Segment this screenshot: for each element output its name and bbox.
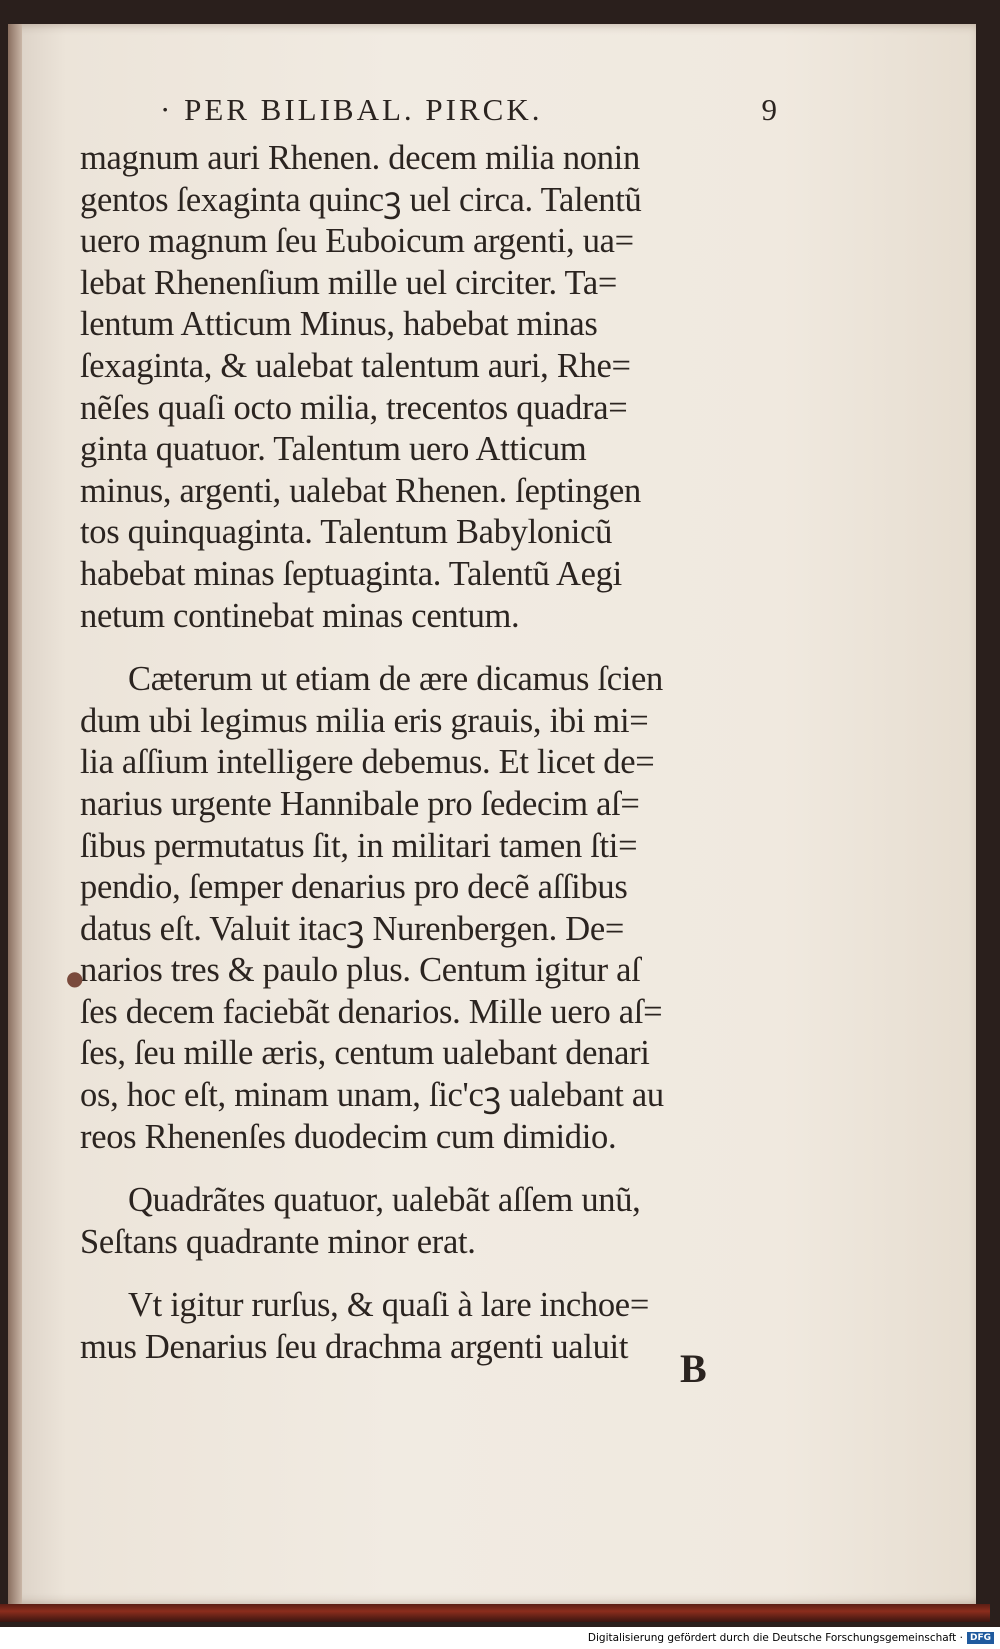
text-line: ſexaginta, & ualebat talentum auri, Rhe= <box>80 346 631 385</box>
paragraph-1 <box>80 138 780 637</box>
text-line: pendio, ſemper denarius pro decẽ aſſibus <box>80 868 628 907</box>
text-line: reos Rhenenſes duodecim cum dimidio. <box>80 1117 617 1156</box>
text-line: tos quinquaginta. Talentum Babylonicũ <box>80 513 613 552</box>
text-line: uero magnum ſeu Euboicum argenti, ua= <box>80 222 634 261</box>
text-line: habebat minas ſeptuaginta. Talentũ Aegi <box>80 554 622 593</box>
text-line: nẽſes quaſi octo milia, trecentos quadra= <box>80 388 628 427</box>
text-line: gentos ſexaginta quincꝫ uel circa. Talentũ <box>80 180 642 219</box>
text-line: datus eſt. Valuit itacꝫ Nurenbergen. De= <box>80 909 625 948</box>
text-line: os, hoc eſt, minam unam, ſic'cꝫ ualebant au <box>80 1076 664 1115</box>
running-head-title: · PER BILIBAL. PIRCK. <box>160 92 543 127</box>
text-line: dum ubi legimus milia eris grauis, ibi mi= <box>80 701 649 740</box>
running-head <box>80 86 780 134</box>
text-line: ſibus permutatus ſit, in militari tamen ſti= <box>80 826 638 865</box>
text-line: Cæterum ut etiam de ære dicamus ſcien <box>128 660 664 699</box>
text-line: ſes, ſeu mille æris, centum ualebant denari <box>80 1034 650 1073</box>
text-line: narios tres & paulo plus. Centum igitur aſ <box>80 951 641 990</box>
text-line: mus Denarius ſeu drachma argenti ualuit <box>80 1328 629 1367</box>
text-line: minus, argenti, ualebat Rhenen. ſeptingen <box>80 471 641 510</box>
dfg-logo[interactable]: DFG <box>967 1632 994 1644</box>
paragraph-4 <box>80 1285 780 1368</box>
text-line: Seſtans quadrante minor erat. <box>80 1222 476 1261</box>
text-line: Vt igitur rurſus, & quaſi à lare inchoe= <box>128 1286 649 1325</box>
text-line: lia aſſium intelligere debemus. Et licet de= <box>80 743 655 782</box>
paragraph-3 <box>80 1180 780 1263</box>
page-gutter-shadow <box>8 24 22 1604</box>
marginal-mark-icon: ● <box>66 966 84 990</box>
text-line: netum continebat minas centum. <box>80 596 520 635</box>
text-line: ſes decem faciebãt denarios. Mille uero aſ= <box>80 992 663 1031</box>
text-line: ginta quatuor. Talentum uero Atticum <box>80 430 587 469</box>
text-line: narius urgente Hannibale pro ſedecim aſ= <box>80 784 640 823</box>
footer-credit: Digitalisierung gefördert durch die Deutsche Forschungsgemeinschaft · <box>587 1632 963 1644</box>
text-line: lentum Atticum Minus, habebat minas <box>80 305 598 344</box>
book-edge <box>0 1604 990 1622</box>
text-line: lebat Rhenenſium mille uel circiter. Ta= <box>80 263 618 302</box>
paragraph-2 <box>80 659 780 1158</box>
text-line: magnum auri Rhenen. decem milia nonin <box>80 139 640 177</box>
text-line: Quadrãtes quatuor, ualebãt aſſem unũ, <box>128 1181 641 1220</box>
page-number: 9 <box>761 92 780 127</box>
signature-mark: B <box>680 1346 707 1391</box>
footer-bar <box>0 1627 1000 1649</box>
text-block <box>80 86 780 1369</box>
